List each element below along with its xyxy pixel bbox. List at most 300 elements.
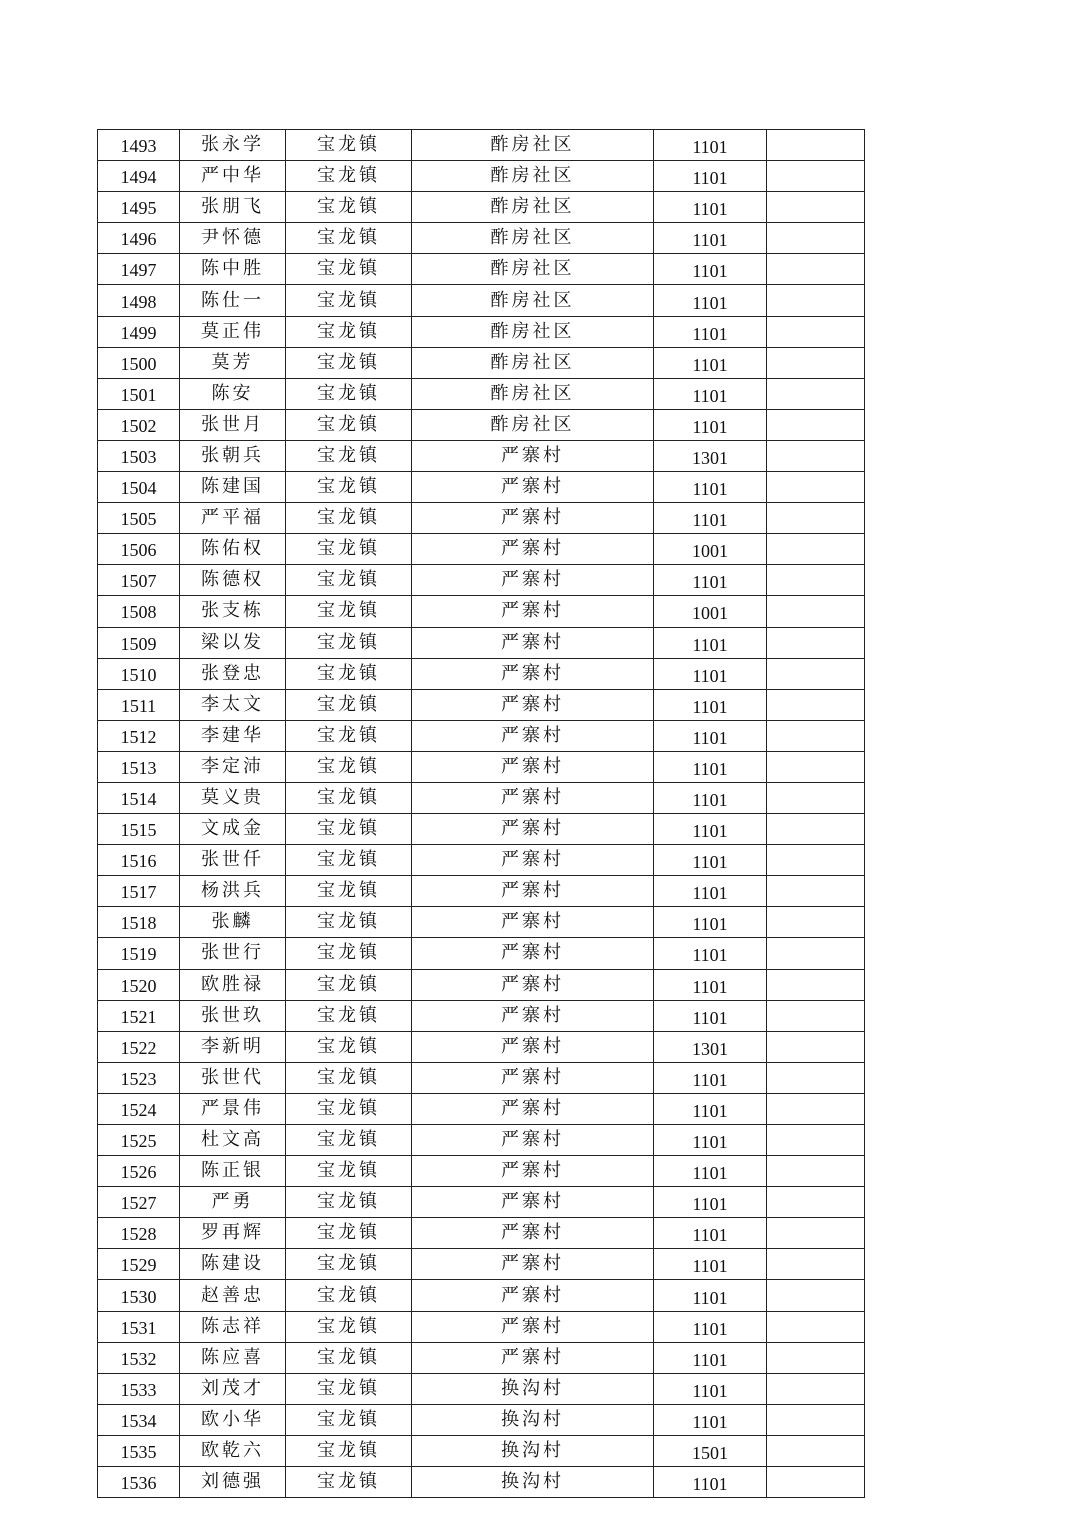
village-cell: 酢房社区 xyxy=(412,285,654,316)
table-row xyxy=(98,409,865,440)
village-cell: 严寨村 xyxy=(412,1093,654,1124)
note-cell xyxy=(767,782,865,813)
note-cell xyxy=(767,1031,865,1062)
note-cell xyxy=(767,596,865,627)
table-row xyxy=(98,1311,865,1342)
town-cell: 宝龙镇 xyxy=(286,1435,412,1466)
name-cell: 莫芳 xyxy=(180,347,286,378)
row-number-cell: 1499 xyxy=(98,316,180,347)
village-cell: 严寨村 xyxy=(412,1249,654,1280)
table-row xyxy=(98,1093,865,1124)
name-cell: 陈志祥 xyxy=(180,1311,286,1342)
town-cell: 宝龙镇 xyxy=(286,938,412,969)
town-cell: 宝龙镇 xyxy=(286,285,412,316)
town-cell: 宝龙镇 xyxy=(286,596,412,627)
table-row xyxy=(98,1280,865,1311)
note-cell xyxy=(767,938,865,969)
village-cell: 酢房社区 xyxy=(412,192,654,223)
table-row xyxy=(98,316,865,347)
village-cell: 酢房社区 xyxy=(412,409,654,440)
code-cell: 1101 xyxy=(654,1156,767,1187)
note-cell xyxy=(767,565,865,596)
name-cell: 赵善忠 xyxy=(180,1280,286,1311)
name-cell: 陈中胜 xyxy=(180,254,286,285)
note-cell xyxy=(767,378,865,409)
row-number-cell: 1502 xyxy=(98,409,180,440)
code-cell: 1001 xyxy=(654,534,767,565)
code-cell: 1101 xyxy=(654,316,767,347)
table-row xyxy=(98,814,865,845)
code-cell: 1101 xyxy=(654,938,767,969)
note-cell xyxy=(767,1280,865,1311)
note-cell xyxy=(767,658,865,689)
village-cell: 严寨村 xyxy=(412,969,654,1000)
note-cell xyxy=(767,1435,865,1466)
town-cell: 宝龙镇 xyxy=(286,1156,412,1187)
name-cell: 刘德强 xyxy=(180,1467,286,1498)
village-cell: 严寨村 xyxy=(412,1031,654,1062)
row-number-cell: 1495 xyxy=(98,192,180,223)
row-number-cell: 1512 xyxy=(98,720,180,751)
table-row xyxy=(98,658,865,689)
code-cell: 1101 xyxy=(654,1311,767,1342)
code-cell: 1101 xyxy=(654,130,767,161)
code-cell: 1101 xyxy=(654,1467,767,1498)
name-cell: 陈仕一 xyxy=(180,285,286,316)
code-cell: 1101 xyxy=(654,907,767,938)
row-number-cell: 1518 xyxy=(98,907,180,938)
table-row xyxy=(98,845,865,876)
row-number-cell: 1525 xyxy=(98,1125,180,1156)
row-number-cell: 1511 xyxy=(98,689,180,720)
code-cell: 1101 xyxy=(654,1280,767,1311)
name-cell: 欧胜禄 xyxy=(180,969,286,1000)
note-cell xyxy=(767,814,865,845)
roster-table-body xyxy=(98,130,865,1498)
code-cell: 1001 xyxy=(654,596,767,627)
table-row xyxy=(98,1467,865,1498)
village-cell: 酢房社区 xyxy=(412,254,654,285)
town-cell: 宝龙镇 xyxy=(286,1000,412,1031)
village-cell: 酢房社区 xyxy=(412,378,654,409)
name-cell: 陈佑权 xyxy=(180,534,286,565)
name-cell: 张世行 xyxy=(180,938,286,969)
town-cell: 宝龙镇 xyxy=(286,223,412,254)
name-cell: 张朝兵 xyxy=(180,440,286,471)
village-cell: 严寨村 xyxy=(412,627,654,658)
row-number-cell: 1504 xyxy=(98,472,180,503)
town-cell: 宝龙镇 xyxy=(286,751,412,782)
town-cell: 宝龙镇 xyxy=(286,503,412,534)
note-cell xyxy=(767,1187,865,1218)
table-row xyxy=(98,1373,865,1404)
row-number-cell: 1509 xyxy=(98,627,180,658)
table-row xyxy=(98,192,865,223)
code-cell: 1101 xyxy=(654,161,767,192)
table-row xyxy=(98,472,865,503)
note-cell xyxy=(767,130,865,161)
table-row xyxy=(98,534,865,565)
row-number-cell: 1513 xyxy=(98,751,180,782)
town-cell: 宝龙镇 xyxy=(286,1062,412,1093)
row-number-cell: 1507 xyxy=(98,565,180,596)
code-cell: 1101 xyxy=(654,223,767,254)
name-cell: 欧乾六 xyxy=(180,1435,286,1466)
village-cell: 严寨村 xyxy=(412,1342,654,1373)
row-number-cell: 1536 xyxy=(98,1467,180,1498)
name-cell: 张朋飞 xyxy=(180,192,286,223)
note-cell xyxy=(767,440,865,471)
name-cell: 陈应喜 xyxy=(180,1342,286,1373)
village-cell: 严寨村 xyxy=(412,503,654,534)
table-row xyxy=(98,1342,865,1373)
code-cell: 1101 xyxy=(654,1125,767,1156)
code-cell: 1101 xyxy=(654,720,767,751)
village-cell: 换沟村 xyxy=(412,1404,654,1435)
town-cell: 宝龙镇 xyxy=(286,1342,412,1373)
row-number-cell: 1493 xyxy=(98,130,180,161)
row-number-cell: 1500 xyxy=(98,347,180,378)
village-cell: 酢房社区 xyxy=(412,347,654,378)
table-row xyxy=(98,876,865,907)
town-cell: 宝龙镇 xyxy=(286,1311,412,1342)
town-cell: 宝龙镇 xyxy=(286,534,412,565)
code-cell: 1101 xyxy=(654,1093,767,1124)
code-cell: 1101 xyxy=(654,1404,767,1435)
table-row xyxy=(98,1031,865,1062)
table-row xyxy=(98,378,865,409)
note-cell xyxy=(767,409,865,440)
town-cell: 宝龙镇 xyxy=(286,161,412,192)
name-cell: 莫义贵 xyxy=(180,782,286,813)
village-cell: 酢房社区 xyxy=(412,316,654,347)
code-cell: 1101 xyxy=(654,192,767,223)
row-number-cell: 1524 xyxy=(98,1093,180,1124)
code-cell: 1101 xyxy=(654,1218,767,1249)
note-cell xyxy=(767,503,865,534)
code-cell: 1101 xyxy=(654,969,767,1000)
code-cell: 1101 xyxy=(654,1373,767,1404)
row-number-cell: 1498 xyxy=(98,285,180,316)
village-cell: 严寨村 xyxy=(412,1000,654,1031)
code-cell: 1101 xyxy=(654,565,767,596)
row-number-cell: 1531 xyxy=(98,1311,180,1342)
name-cell: 严平福 xyxy=(180,503,286,534)
code-cell: 1101 xyxy=(654,472,767,503)
name-cell: 严中华 xyxy=(180,161,286,192)
note-cell xyxy=(767,316,865,347)
table-row xyxy=(98,596,865,627)
code-cell: 1301 xyxy=(654,1031,767,1062)
note-cell xyxy=(767,1467,865,1498)
village-cell: 严寨村 xyxy=(412,907,654,938)
row-number-cell: 1520 xyxy=(98,969,180,1000)
row-number-cell: 1534 xyxy=(98,1404,180,1435)
row-number-cell: 1522 xyxy=(98,1031,180,1062)
town-cell: 宝龙镇 xyxy=(286,1187,412,1218)
table-row xyxy=(98,130,865,161)
note-cell xyxy=(767,969,865,1000)
town-cell: 宝龙镇 xyxy=(286,254,412,285)
table-row xyxy=(98,565,865,596)
table-row xyxy=(98,223,865,254)
row-number-cell: 1523 xyxy=(98,1062,180,1093)
note-cell xyxy=(767,1373,865,1404)
code-cell: 1101 xyxy=(654,409,767,440)
table-row xyxy=(98,161,865,192)
row-number-cell: 1501 xyxy=(98,378,180,409)
name-cell: 严景伟 xyxy=(180,1093,286,1124)
code-cell: 1101 xyxy=(654,1249,767,1280)
village-cell: 酢房社区 xyxy=(412,223,654,254)
row-number-cell: 1508 xyxy=(98,596,180,627)
note-cell xyxy=(767,347,865,378)
row-number-cell: 1529 xyxy=(98,1249,180,1280)
name-cell: 陈安 xyxy=(180,378,286,409)
row-number-cell: 1515 xyxy=(98,814,180,845)
town-cell: 宝龙镇 xyxy=(286,409,412,440)
table-row xyxy=(98,503,865,534)
row-number-cell: 1506 xyxy=(98,534,180,565)
name-cell: 陈建设 xyxy=(180,1249,286,1280)
note-cell xyxy=(767,1218,865,1249)
note-cell xyxy=(767,192,865,223)
code-cell: 1101 xyxy=(654,1062,767,1093)
row-number-cell: 1528 xyxy=(98,1218,180,1249)
village-cell: 严寨村 xyxy=(412,596,654,627)
row-number-cell: 1514 xyxy=(98,782,180,813)
town-cell: 宝龙镇 xyxy=(286,378,412,409)
village-cell: 严寨村 xyxy=(412,814,654,845)
table-row xyxy=(98,907,865,938)
note-cell xyxy=(767,627,865,658)
name-cell: 陈建国 xyxy=(180,472,286,503)
table-row xyxy=(98,1249,865,1280)
village-cell: 严寨村 xyxy=(412,440,654,471)
name-cell: 杨洪兵 xyxy=(180,876,286,907)
village-cell: 严寨村 xyxy=(412,782,654,813)
code-cell: 1101 xyxy=(654,347,767,378)
name-cell: 欧小华 xyxy=(180,1404,286,1435)
row-number-cell: 1517 xyxy=(98,876,180,907)
note-cell xyxy=(767,845,865,876)
village-cell: 严寨村 xyxy=(412,720,654,751)
town-cell: 宝龙镇 xyxy=(286,845,412,876)
code-cell: 1101 xyxy=(654,845,767,876)
note-cell xyxy=(767,751,865,782)
note-cell xyxy=(767,1125,865,1156)
village-cell: 严寨村 xyxy=(412,565,654,596)
village-cell: 严寨村 xyxy=(412,845,654,876)
village-cell: 换沟村 xyxy=(412,1467,654,1498)
code-cell: 1101 xyxy=(654,378,767,409)
code-cell: 1101 xyxy=(654,658,767,689)
code-cell: 1101 xyxy=(654,814,767,845)
code-cell: 1101 xyxy=(654,689,767,720)
note-cell xyxy=(767,1342,865,1373)
row-number-cell: 1503 xyxy=(98,440,180,471)
note-cell xyxy=(767,689,865,720)
table-row xyxy=(98,751,865,782)
village-cell: 严寨村 xyxy=(412,658,654,689)
village-cell: 酢房社区 xyxy=(412,130,654,161)
roster-table xyxy=(97,129,865,1498)
code-cell: 1101 xyxy=(654,782,767,813)
name-cell: 张世代 xyxy=(180,1062,286,1093)
name-cell: 严勇 xyxy=(180,1187,286,1218)
note-cell xyxy=(767,1062,865,1093)
name-cell: 尹怀德 xyxy=(180,223,286,254)
code-cell: 1101 xyxy=(654,1000,767,1031)
town-cell: 宝龙镇 xyxy=(286,1280,412,1311)
town-cell: 宝龙镇 xyxy=(286,1467,412,1498)
table-row xyxy=(98,1404,865,1435)
row-number-cell: 1519 xyxy=(98,938,180,969)
town-cell: 宝龙镇 xyxy=(286,720,412,751)
row-number-cell: 1527 xyxy=(98,1187,180,1218)
note-cell xyxy=(767,720,865,751)
row-number-cell: 1494 xyxy=(98,161,180,192)
village-cell: 严寨村 xyxy=(412,751,654,782)
town-cell: 宝龙镇 xyxy=(286,1249,412,1280)
table-row xyxy=(98,969,865,1000)
name-cell: 李新明 xyxy=(180,1031,286,1062)
town-cell: 宝龙镇 xyxy=(286,907,412,938)
table-row xyxy=(98,285,865,316)
note-cell xyxy=(767,1249,865,1280)
row-number-cell: 1505 xyxy=(98,503,180,534)
name-cell: 刘茂才 xyxy=(180,1373,286,1404)
code-cell: 1101 xyxy=(654,876,767,907)
name-cell: 莫正伟 xyxy=(180,316,286,347)
code-cell: 1101 xyxy=(654,503,767,534)
name-cell: 李建华 xyxy=(180,720,286,751)
town-cell: 宝龙镇 xyxy=(286,1373,412,1404)
town-cell: 宝龙镇 xyxy=(286,192,412,223)
code-cell: 1101 xyxy=(654,285,767,316)
table-row xyxy=(98,1435,865,1466)
town-cell: 宝龙镇 xyxy=(286,969,412,1000)
name-cell: 张麟 xyxy=(180,907,286,938)
village-cell: 严寨村 xyxy=(412,1280,654,1311)
name-cell: 张世仟 xyxy=(180,845,286,876)
table-row xyxy=(98,1125,865,1156)
row-number-cell: 1530 xyxy=(98,1280,180,1311)
town-cell: 宝龙镇 xyxy=(286,627,412,658)
name-cell: 杜文高 xyxy=(180,1125,286,1156)
town-cell: 宝龙镇 xyxy=(286,472,412,503)
name-cell: 罗再辉 xyxy=(180,1218,286,1249)
code-cell: 1101 xyxy=(654,1187,767,1218)
note-cell xyxy=(767,1000,865,1031)
village-cell: 严寨村 xyxy=(412,1156,654,1187)
village-cell: 严寨村 xyxy=(412,876,654,907)
village-cell: 严寨村 xyxy=(412,534,654,565)
note-cell xyxy=(767,534,865,565)
name-cell: 张世玖 xyxy=(180,1000,286,1031)
village-cell: 酢房社区 xyxy=(412,161,654,192)
table-row xyxy=(98,720,865,751)
code-cell: 1301 xyxy=(654,440,767,471)
town-cell: 宝龙镇 xyxy=(286,876,412,907)
town-cell: 宝龙镇 xyxy=(286,130,412,161)
name-cell: 陈德权 xyxy=(180,565,286,596)
note-cell xyxy=(767,1093,865,1124)
town-cell: 宝龙镇 xyxy=(286,565,412,596)
table-row xyxy=(98,1062,865,1093)
name-cell: 张登忠 xyxy=(180,658,286,689)
note-cell xyxy=(767,1404,865,1435)
row-number-cell: 1496 xyxy=(98,223,180,254)
row-number-cell: 1510 xyxy=(98,658,180,689)
table-row xyxy=(98,938,865,969)
table-row xyxy=(98,689,865,720)
town-cell: 宝龙镇 xyxy=(286,782,412,813)
town-cell: 宝龙镇 xyxy=(286,1218,412,1249)
town-cell: 宝龙镇 xyxy=(286,658,412,689)
note-cell xyxy=(767,161,865,192)
town-cell: 宝龙镇 xyxy=(286,1125,412,1156)
village-cell: 严寨村 xyxy=(412,1311,654,1342)
table-row xyxy=(98,1218,865,1249)
table-row xyxy=(98,1156,865,1187)
town-cell: 宝龙镇 xyxy=(286,1404,412,1435)
row-number-cell: 1532 xyxy=(98,1342,180,1373)
note-cell xyxy=(767,254,865,285)
table-row xyxy=(98,440,865,471)
name-cell: 张世月 xyxy=(180,409,286,440)
row-number-cell: 1521 xyxy=(98,1000,180,1031)
village-cell: 严寨村 xyxy=(412,1218,654,1249)
village-cell: 严寨村 xyxy=(412,1125,654,1156)
name-cell: 梁以发 xyxy=(180,627,286,658)
village-cell: 严寨村 xyxy=(412,938,654,969)
table-row xyxy=(98,782,865,813)
note-cell xyxy=(767,472,865,503)
code-cell: 1101 xyxy=(654,627,767,658)
table-row xyxy=(98,347,865,378)
village-cell: 换沟村 xyxy=(412,1435,654,1466)
note-cell xyxy=(767,285,865,316)
village-cell: 换沟村 xyxy=(412,1373,654,1404)
town-cell: 宝龙镇 xyxy=(286,689,412,720)
town-cell: 宝龙镇 xyxy=(286,1093,412,1124)
row-number-cell: 1533 xyxy=(98,1373,180,1404)
town-cell: 宝龙镇 xyxy=(286,316,412,347)
row-number-cell: 1535 xyxy=(98,1435,180,1466)
code-cell: 1101 xyxy=(654,254,767,285)
name-cell: 李太文 xyxy=(180,689,286,720)
note-cell xyxy=(767,1311,865,1342)
note-cell xyxy=(767,876,865,907)
row-number-cell: 1516 xyxy=(98,845,180,876)
row-number-cell: 1526 xyxy=(98,1156,180,1187)
village-cell: 严寨村 xyxy=(412,472,654,503)
code-cell: 1501 xyxy=(654,1435,767,1466)
village-cell: 严寨村 xyxy=(412,1187,654,1218)
town-cell: 宝龙镇 xyxy=(286,1031,412,1062)
name-cell: 文成金 xyxy=(180,814,286,845)
table-row xyxy=(98,627,865,658)
town-cell: 宝龙镇 xyxy=(286,814,412,845)
row-number-cell: 1497 xyxy=(98,254,180,285)
name-cell: 陈正银 xyxy=(180,1156,286,1187)
code-cell: 1101 xyxy=(654,1342,767,1373)
note-cell xyxy=(767,907,865,938)
table-row xyxy=(98,1000,865,1031)
table-row xyxy=(98,254,865,285)
name-cell: 李定沛 xyxy=(180,751,286,782)
